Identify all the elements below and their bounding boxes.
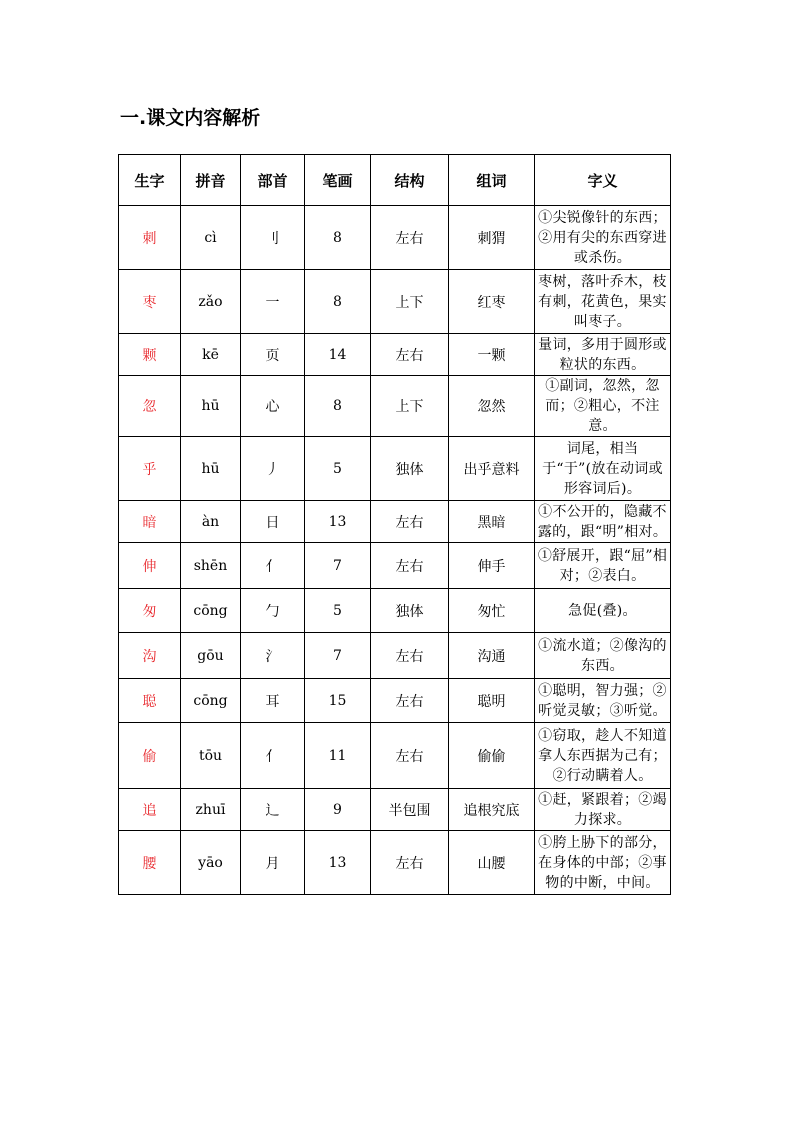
pinyin-cell: zǎo xyxy=(181,270,241,334)
radical-cell: 耳 xyxy=(241,679,305,723)
meaning-cell: 词尾，相当于“于”(放在动词或形容词后)。 xyxy=(535,437,671,501)
strokes-cell: 11 xyxy=(305,723,371,789)
meaning-cell: ①流水道；②像沟的东西。 xyxy=(535,633,671,679)
radical-cell: 辶 xyxy=(241,789,305,831)
meaning-cell: ①聪明，智力强；②听觉灵敏；③听觉。 xyxy=(535,679,671,723)
char-cell: 乎 xyxy=(119,437,181,501)
structure-cell: 左右 xyxy=(371,723,449,789)
structure-cell: 左右 xyxy=(371,334,449,376)
strokes-cell: 8 xyxy=(305,270,371,334)
strokes-cell: 13 xyxy=(305,831,371,895)
meaning-cell: 枣树，落叶乔木，枝有刺，花黄色，果实叫枣子。 xyxy=(535,270,671,334)
table-row xyxy=(119,723,671,789)
word-cell: 伸手 xyxy=(449,543,535,589)
word-cell: 偷偷 xyxy=(449,723,535,789)
vocabulary-table xyxy=(118,154,671,895)
char-cell: 暗 xyxy=(119,501,181,543)
table-row xyxy=(119,543,671,589)
pinyin-cell: hū xyxy=(181,376,241,437)
pinyin-cell: tōu xyxy=(181,723,241,789)
char-cell: 沟 xyxy=(119,633,181,679)
meaning-cell: ①窃取，趁人不知道拿人东西据为己有；②行动瞒着人。 xyxy=(535,723,671,789)
char-cell: 聪 xyxy=(119,679,181,723)
radical-cell: 一 xyxy=(241,270,305,334)
structure-cell: 左右 xyxy=(371,679,449,723)
word-cell: 黑暗 xyxy=(449,501,535,543)
pinyin-cell: shēn xyxy=(181,543,241,589)
table-row xyxy=(119,334,671,376)
strokes-cell: 7 xyxy=(305,633,371,679)
word-cell: 刺猬 xyxy=(449,206,535,270)
structure-cell: 上下 xyxy=(371,270,449,334)
table-row xyxy=(119,679,671,723)
strokes-cell: 13 xyxy=(305,501,371,543)
meaning-cell: ①尖锐像针的东西；②用有尖的东西穿进或杀伤。 xyxy=(535,206,671,270)
char-cell: 颗 xyxy=(119,334,181,376)
radical-cell: 月 xyxy=(241,831,305,895)
word-cell: 追根究底 xyxy=(449,789,535,831)
meaning-cell: 量词，多用于圆形或粒状的东西。 xyxy=(535,334,671,376)
word-cell: 匆忙 xyxy=(449,589,535,633)
table-header-row xyxy=(119,155,671,206)
strokes-cell: 14 xyxy=(305,334,371,376)
char-cell: 腰 xyxy=(119,831,181,895)
meaning-cell: ①胯上胁下的部分，在身体的中部；②事物的中断，中间。 xyxy=(535,831,671,895)
radical-cell: 亻 xyxy=(241,543,305,589)
table-row xyxy=(119,501,671,543)
strokes-cell: 8 xyxy=(305,206,371,270)
structure-cell: 上下 xyxy=(371,376,449,437)
char-cell: 匆 xyxy=(119,589,181,633)
char-cell: 偷 xyxy=(119,723,181,789)
word-cell: 一颗 xyxy=(449,334,535,376)
structure-cell: 左右 xyxy=(371,501,449,543)
word-cell: 山腰 xyxy=(449,831,535,895)
strokes-cell: 7 xyxy=(305,543,371,589)
char-cell: 伸 xyxy=(119,543,181,589)
meaning-cell: ①赶，紧跟着；②竭力探求。 xyxy=(535,789,671,831)
structure-cell: 左右 xyxy=(371,543,449,589)
table-row xyxy=(119,633,671,679)
word-cell: 沟通 xyxy=(449,633,535,679)
word-cell: 出乎意料 xyxy=(449,437,535,501)
table-row xyxy=(119,376,671,437)
pinyin-cell: hū xyxy=(181,437,241,501)
table-row xyxy=(119,270,671,334)
meaning-cell: ①副词，忽然，忽而；②粗心，不注意。 xyxy=(535,376,671,437)
pinyin-cell: cì xyxy=(181,206,241,270)
radical-cell: 页 xyxy=(241,334,305,376)
header-char: 生字 xyxy=(119,155,181,206)
word-cell: 红枣 xyxy=(449,270,535,334)
meaning-cell: ①不公开的，隐藏不露的，跟“明”相对。 xyxy=(535,501,671,543)
strokes-cell: 15 xyxy=(305,679,371,723)
header-meaning: 字义 xyxy=(535,155,671,206)
structure-cell: 左右 xyxy=(371,633,449,679)
strokes-cell: 5 xyxy=(305,437,371,501)
section-title: 一.课文内容解析 xyxy=(120,107,261,129)
pinyin-cell: yāo xyxy=(181,831,241,895)
strokes-cell: 8 xyxy=(305,376,371,437)
header-pinyin: 拼音 xyxy=(181,155,241,206)
pinyin-cell: àn xyxy=(181,501,241,543)
table-row xyxy=(119,589,671,633)
pinyin-cell: cōng xyxy=(181,679,241,723)
table-row xyxy=(119,831,671,895)
char-cell: 追 xyxy=(119,789,181,831)
pinyin-cell: gōu xyxy=(181,633,241,679)
header-structure: 结构 xyxy=(371,155,449,206)
structure-cell: 左右 xyxy=(371,831,449,895)
strokes-cell: 9 xyxy=(305,789,371,831)
radical-cell: 氵 xyxy=(241,633,305,679)
radical-cell: 勹 xyxy=(241,589,305,633)
pinyin-cell: zhuī xyxy=(181,789,241,831)
char-cell: 枣 xyxy=(119,270,181,334)
word-cell: 忽然 xyxy=(449,376,535,437)
structure-cell: 独体 xyxy=(371,589,449,633)
table-row xyxy=(119,206,671,270)
radical-cell: 日 xyxy=(241,501,305,543)
table-row xyxy=(119,789,671,831)
radical-cell: 亻 xyxy=(241,723,305,789)
char-cell: 忽 xyxy=(119,376,181,437)
word-cell: 聪明 xyxy=(449,679,535,723)
pinyin-cell: kē xyxy=(181,334,241,376)
pinyin-cell: cōng xyxy=(181,589,241,633)
structure-cell: 独体 xyxy=(371,437,449,501)
table-row xyxy=(119,437,671,501)
meaning-cell: ①舒展开，跟“屈”相对；②表白。 xyxy=(535,543,671,589)
header-strokes: 笔画 xyxy=(305,155,371,206)
structure-cell: 左右 xyxy=(371,206,449,270)
header-word: 组词 xyxy=(449,155,535,206)
structure-cell: 半包围 xyxy=(371,789,449,831)
char-cell: 刺 xyxy=(119,206,181,270)
strokes-cell: 5 xyxy=(305,589,371,633)
radical-cell: 心 xyxy=(241,376,305,437)
radical-cell: 丿 xyxy=(241,437,305,501)
header-radical: 部首 xyxy=(241,155,305,206)
meaning-cell: 急促(叠)。 xyxy=(535,589,671,633)
radical-cell: 刂 xyxy=(241,206,305,270)
